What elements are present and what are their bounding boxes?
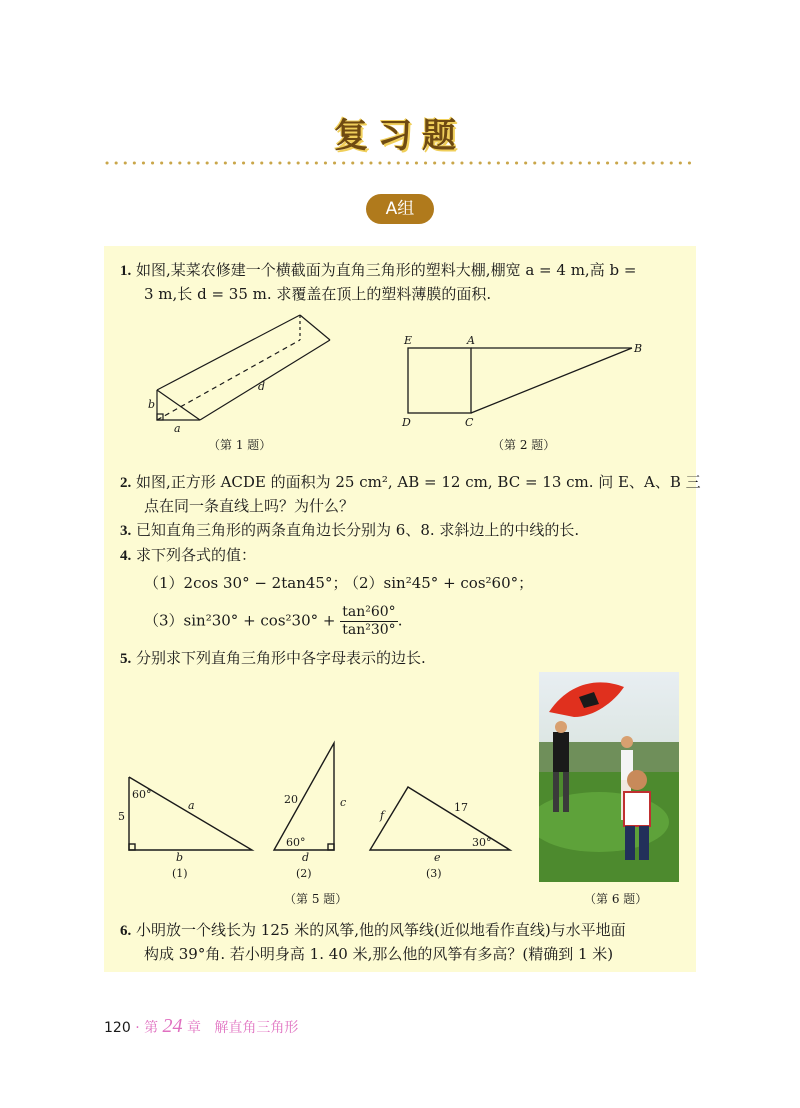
label-E: E: [404, 334, 413, 347]
question-4-part-2: （2）sin²45° + cos²60°；: [344, 574, 534, 592]
part-3-end: .: [397, 611, 403, 630]
figure-1-prism: [140, 310, 350, 435]
fraction-denominator: tan²30°: [342, 622, 396, 638]
figure-2-square-triangle: [398, 330, 648, 430]
kite-photo: [539, 672, 679, 882]
t3-angle: 30°: [472, 836, 492, 849]
t2-side: 20: [284, 793, 298, 806]
t2-angle: 60°: [286, 836, 306, 849]
question-text: 小明放一个线长为 125 米的风筝,他的风筝线(近似地看作直线)与水平地面: [136, 921, 626, 939]
t3-label: (3): [426, 867, 442, 880]
label-D: D: [402, 416, 411, 429]
chapter-prefix: 第: [144, 1020, 159, 1036]
figure-5-triangles: [112, 735, 522, 885]
question-1-continued: 3 m,长 d = 35 m. 求覆盖在顶上的塑料薄膜的面积.: [144, 285, 492, 303]
question-5: [120, 646, 426, 671]
chapter-number: 24: [162, 1015, 183, 1037]
t1-angle: 60°: [132, 788, 152, 801]
question-number: 1.: [120, 263, 132, 279]
t1-hyp: a: [188, 799, 195, 812]
question-4-part-3: [144, 604, 402, 639]
question-number: 2.: [120, 475, 132, 491]
t3-hyp: 17: [454, 801, 468, 814]
t1-base: b: [176, 851, 184, 864]
chapter-title: 解直角三角形: [214, 1020, 299, 1036]
question-number: 3.: [120, 523, 132, 539]
question-6: [120, 918, 626, 943]
t2-label: (2): [296, 867, 312, 880]
chapter-suffix: 章: [187, 1020, 201, 1036]
question-4: [120, 543, 256, 568]
label-A: A: [467, 334, 475, 347]
t1-label: (1): [172, 867, 188, 880]
label-B: B: [634, 342, 643, 355]
question-text: 如图,某菜农修建一个横截面为直角三角形的塑料大棚,棚宽 a = 4 m,高 b =: [136, 261, 637, 279]
figure-6-caption: （第 6 题）: [584, 892, 648, 906]
question-text: 如图,正方形 ACDE 的面积为 25 cm², AB = 12 cm, BC = 13 cm. 问 E、A、B 三: [136, 473, 701, 491]
question-4-part-1: （1）2cos 30° − 2tan45°；: [144, 574, 348, 592]
figure-1-caption: （第 1 题）: [208, 438, 272, 452]
question-number: 4.: [120, 548, 132, 564]
label-C: C: [465, 416, 474, 429]
dotted-divider: [104, 158, 696, 168]
question-2-continued: 点在同一条直线上吗？为什么？: [144, 497, 355, 515]
page-number: 120: [104, 1020, 131, 1036]
question-text: 已知直角三角形的两条直角边长分别为 6、8. 求斜边上的中线的长.: [136, 521, 580, 539]
fraction-numerator: tan²60°: [342, 604, 396, 620]
page-title: 复习题: [334, 116, 466, 156]
t2-base: d: [302, 851, 310, 864]
question-2: [120, 470, 701, 495]
t1-side-left: 5: [118, 810, 125, 823]
figure-2-caption: （第 2 题）: [492, 438, 556, 452]
page-footer: [104, 1015, 298, 1038]
t3-base: e: [434, 851, 441, 864]
question-text: 求下列各式的值：: [136, 546, 257, 564]
tan-fraction: [340, 604, 397, 639]
figure-5-caption: （第 5 题）: [284, 892, 348, 906]
footer-separator: ·: [135, 1020, 140, 1036]
group-label: A组: [366, 194, 434, 224]
question-6-continued: 构成 39°角. 若小明身高 1. 40 米,那么他的风筝有多高？(精确到 1 米): [144, 945, 614, 963]
question-3: [120, 518, 579, 543]
question-number: 5.: [120, 651, 132, 667]
label-d: d: [258, 380, 266, 393]
label-a: a: [174, 422, 181, 435]
question-number: 6.: [120, 923, 132, 939]
question-text: 分别求下列直角三角形中各字母表示的边长.: [136, 649, 426, 667]
t2-right: c: [340, 796, 347, 809]
kite-photo-drawing: [539, 672, 679, 882]
label-b: b: [148, 398, 156, 411]
question-1: [120, 258, 636, 283]
t3-left: f: [380, 809, 385, 822]
part-3-expression: （3）sin²30° + cos²30° +: [144, 611, 336, 630]
